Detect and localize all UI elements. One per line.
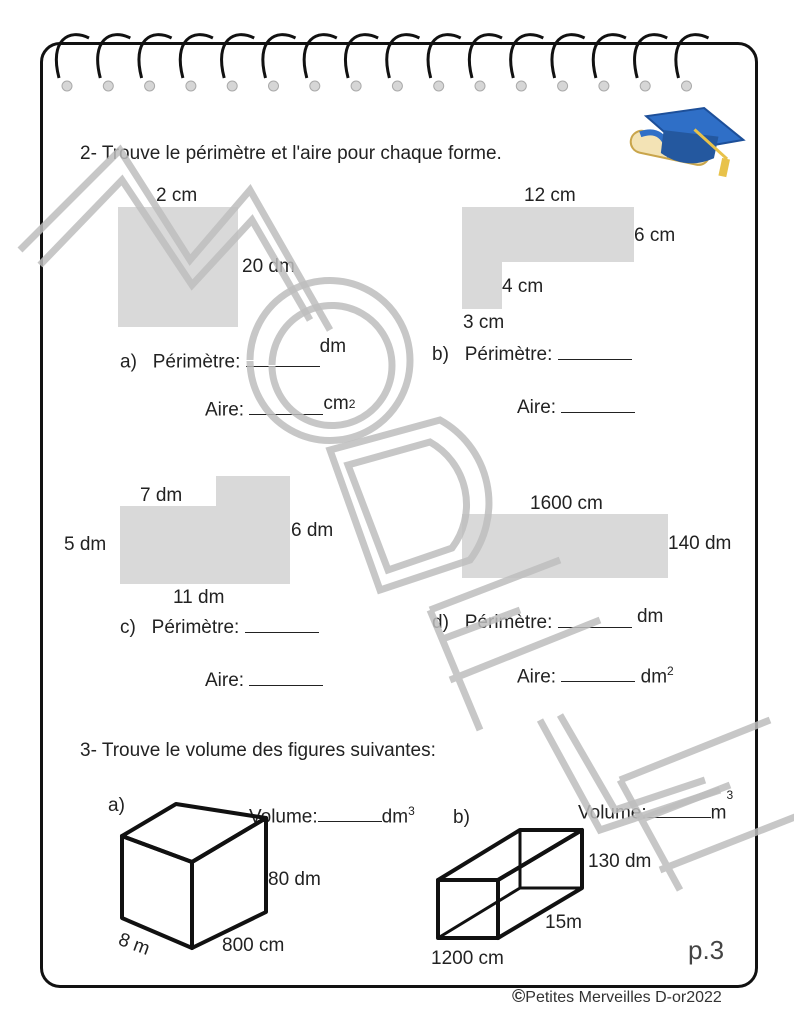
- item-3b-letter: b): [453, 807, 470, 828]
- cube-depth-label: 8 m: [115, 929, 153, 960]
- spiral-ring: [180, 35, 213, 78]
- answer-a-area: [205, 393, 356, 421]
- ring-hole: [186, 81, 196, 91]
- item-3a-letter: a): [108, 795, 125, 816]
- spiral-ring: [139, 35, 172, 78]
- page-number: p.3: [688, 935, 725, 965]
- shape-d-top-label: 1600 cm: [530, 493, 603, 514]
- ring-hole: [558, 81, 568, 91]
- area-d-exponent: 2: [667, 664, 674, 678]
- area-a-exponent: 2: [348, 397, 356, 411]
- spiral-ring: [98, 35, 131, 78]
- volume-b-blank[interactable]: [647, 803, 711, 818]
- ring-hole: [62, 81, 72, 91]
- area-label: Aire:: [517, 397, 557, 418]
- answer-a-perimeter: [120, 336, 347, 373]
- spiral-ring: [222, 35, 255, 78]
- ring-hole: [269, 81, 279, 91]
- answer-c-perimeter: [120, 617, 319, 639]
- spiral-ring: [428, 35, 461, 78]
- spiral-ring: [387, 35, 420, 78]
- ring-hole: [351, 81, 361, 91]
- shape-c-top-label: 7 dm: [140, 485, 183, 506]
- shape-b-bottom-label: 3 cm: [463, 312, 505, 333]
- cube-width-label: 800 cm: [222, 935, 285, 956]
- perimeter-label: Périmètre:: [152, 351, 241, 373]
- ring-hole: [640, 81, 650, 91]
- volume-a-blank[interactable]: [318, 807, 382, 822]
- volume-label: Volume:: [578, 802, 647, 824]
- perimeter-label: Périmètre:: [464, 344, 553, 365]
- cube-height-label: 80 dm: [268, 869, 321, 890]
- prism-height-label: 130 dm: [588, 851, 652, 872]
- shape-b-inner-label: 4 cm: [502, 276, 544, 297]
- ring-hole: [310, 81, 320, 91]
- answer-b-perimeter: [432, 344, 632, 366]
- area-label: Aire:: [517, 666, 557, 688]
- item-c-letter: c): [120, 617, 136, 638]
- perimeter-b-blank[interactable]: [558, 345, 632, 360]
- question-2-title: 2- Trouve le périmètre et l'aire pour chaque forme.: [80, 143, 502, 164]
- area-c-blank[interactable]: [249, 671, 323, 686]
- spiral-ring: [676, 35, 709, 78]
- ring-hole: [516, 81, 526, 91]
- item-d-letter: d): [432, 612, 449, 633]
- ring-hole: [434, 81, 444, 91]
- perimeter-d-blank[interactable]: [558, 613, 632, 628]
- item-b-letter: b): [432, 344, 449, 365]
- perimeter-c-blank[interactable]: [245, 618, 319, 633]
- area-d-unit: dm: [640, 666, 668, 688]
- answer-c-area: [205, 670, 323, 692]
- volume-a-unit: dm: [381, 806, 409, 828]
- answer-d-area: [517, 664, 674, 688]
- graduation-cap-icon: [620, 100, 750, 200]
- shape-c-right-label: 6 dm: [291, 520, 334, 541]
- copyright-footer: [512, 986, 722, 1007]
- spiral-ring: [345, 35, 378, 78]
- spiral-ring: [593, 35, 626, 78]
- ring-hole: [227, 81, 237, 91]
- shape-b-l-shape: [460, 205, 636, 311]
- question-3-title: 3- Trouve le volume des figures suivantes:: [80, 740, 436, 761]
- spiral-ring: [56, 35, 89, 78]
- shape-a-right-label: 20 dm: [242, 256, 295, 277]
- footer-text: Petites Merveilles D-or2022: [525, 989, 722, 1006]
- volume-b-exponent: 3: [726, 788, 734, 802]
- prism-depth-label: 15m: [545, 912, 582, 933]
- shape-d-rectangle: [462, 514, 668, 578]
- ring-hole: [599, 81, 609, 91]
- area-b-blank[interactable]: [561, 398, 635, 413]
- ring-hole: [392, 81, 402, 91]
- perimeter-d-unit: dm: [636, 606, 664, 627]
- spiral-ring: [635, 35, 668, 78]
- shape-a-square: [118, 207, 238, 327]
- spiral-ring: [511, 35, 544, 78]
- shape-c-left-label: 5 dm: [64, 534, 107, 555]
- answer-b-area: [517, 397, 635, 419]
- perimeter-label: Périmètre:: [151, 617, 240, 638]
- area-label: Aire:: [205, 670, 245, 691]
- area-a-blank[interactable]: [249, 400, 323, 415]
- ring-hole: [475, 81, 485, 91]
- spiral-binding: [0, 0, 794, 100]
- prism-length-label: 1200 cm: [431, 948, 504, 969]
- perimeter-label: Périmètre:: [464, 612, 553, 633]
- spiral-ring: [469, 35, 502, 78]
- perimeter-a-blank[interactable]: [246, 352, 320, 367]
- spiral-ring: [263, 35, 296, 78]
- area-d-blank[interactable]: [561, 667, 635, 682]
- shape-b-top-label: 12 cm: [524, 185, 576, 206]
- volume-b-unit: m: [710, 802, 727, 824]
- shape-c-bottom-label: 11 dm: [173, 587, 225, 608]
- area-a-unit: cm: [323, 393, 349, 415]
- shape-a-top-label: 2 cm: [156, 185, 198, 206]
- area-label: Aire:: [205, 399, 245, 421]
- spiral-ring: [304, 35, 337, 78]
- volume-a-exponent: 3: [408, 804, 415, 818]
- answer-d-perimeter: [432, 606, 664, 634]
- spiral-ring: [552, 35, 585, 78]
- ring-hole: [145, 81, 155, 91]
- copyright-icon: ©: [512, 986, 526, 1006]
- ring-hole: [682, 81, 692, 91]
- perimeter-a-unit: dm: [319, 336, 347, 357]
- shape-d-right-label: 140 dm: [668, 533, 732, 554]
- ring-hole: [103, 81, 113, 91]
- volume-b-answer: [578, 788, 734, 824]
- volume-label: Volume:: [249, 806, 318, 828]
- item-a-letter: a): [120, 351, 137, 373]
- shape-b-right-label: 6 cm: [634, 225, 676, 246]
